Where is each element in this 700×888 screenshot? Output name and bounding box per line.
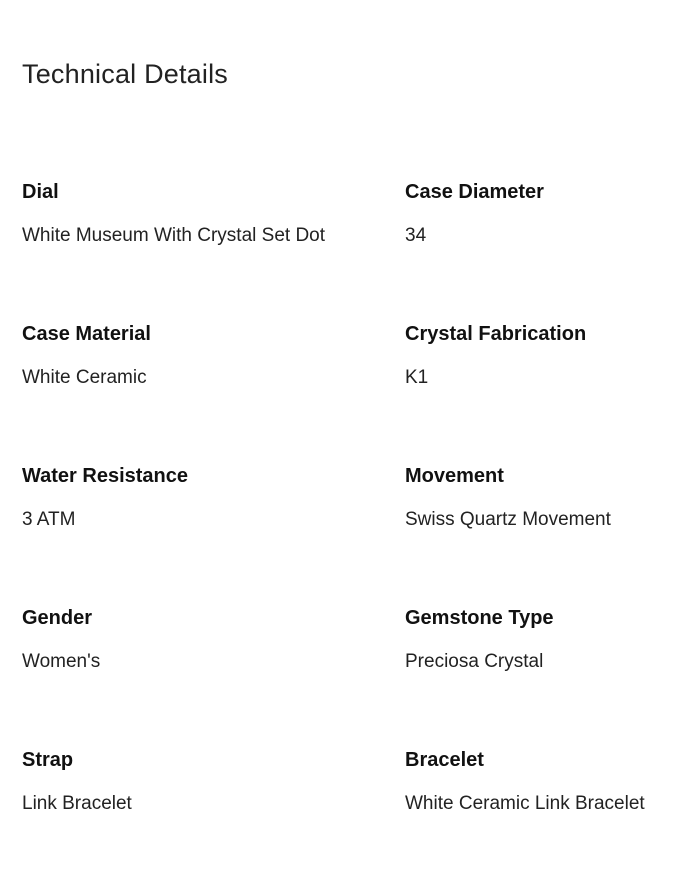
detail-value: K1 [405,367,429,388]
detail-value: 3 ATM [22,509,76,530]
detail-value: Link Bracelet [22,793,132,814]
detail-value: Women's [22,651,101,672]
detail-bracelet [405,746,692,888]
detail-case-diameter [405,178,692,320]
detail-label: Case Material [22,323,151,345]
detail-gemstone-type [405,604,692,746]
detail-value: Swiss Quartz Movement [405,509,611,530]
detail-movement [405,462,692,604]
detail-label: Bracelet [405,749,484,771]
section-title: Technical Details [22,59,228,89]
detail-water-resistance [22,462,405,604]
detail-label: Movement [405,465,504,487]
detail-label: Strap [22,749,74,771]
detail-label: Gender [22,607,93,629]
detail-value: White Ceramic Link Bracelet [405,793,645,814]
detail-label: Gemstone Type [405,607,554,629]
detail-label: Dial [22,181,59,203]
details-grid [22,178,692,888]
detail-label: Water Resistance [22,465,188,487]
detail-gender [22,604,405,746]
detail-value: Preciosa Crystal [405,651,544,672]
detail-strap [22,746,405,888]
detail-value: White Museum With Crystal Set Dot [22,225,326,246]
detail-case-material [22,320,405,462]
detail-dial [22,178,405,320]
detail-label: Case Diameter [405,181,544,203]
detail-label: Crystal Fabrication [405,323,587,345]
detail-value: 34 [405,225,427,246]
detail-value: White Ceramic [22,367,147,388]
detail-crystal-fabrication [405,320,692,462]
